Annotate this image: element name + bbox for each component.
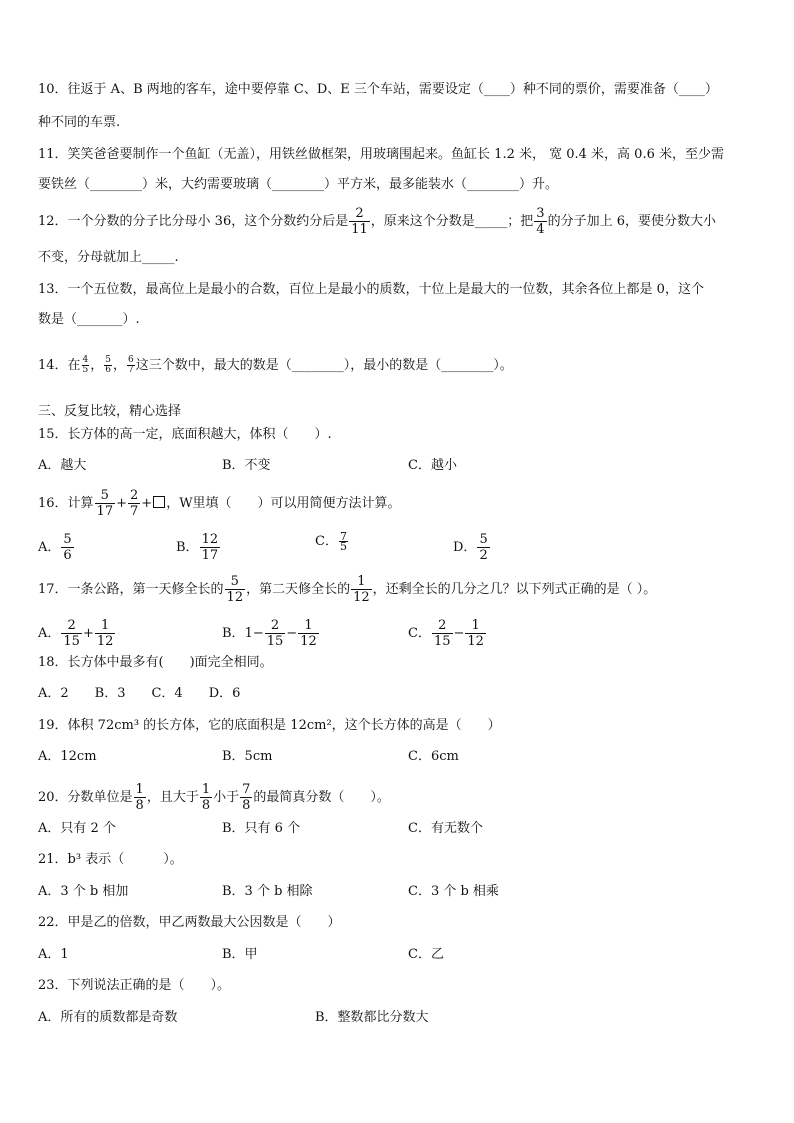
q18-options[interactable]: A．2 B．3 C．4 D．6 (38, 686, 241, 701)
denominator: 11 (351, 222, 368, 237)
one-minus: 1− (244, 626, 264, 641)
denominator: 8 (242, 798, 251, 813)
q16-option-d[interactable] (453, 532, 491, 563)
q16-option-b[interactable] (176, 532, 221, 563)
fraction-1-12 (298, 618, 319, 649)
q17-option-a[interactable]: A． $\frac{2}{15}$ + $\frac{1}{12}$ (38, 618, 114, 649)
q17-option-b[interactable]: B．1− $\frac{2}{15}$ − $\frac{1}{12}$ (222, 618, 317, 649)
q17-text-b: ，第二天修全长的 (246, 582, 351, 597)
q20-stem (38, 782, 390, 813)
denominator: 8 (201, 798, 211, 813)
fraction-5-6 (104, 356, 112, 375)
denominator: 17 (201, 548, 219, 563)
numerator: 2 (349, 206, 370, 222)
q14-text-b: 这三个数中，最大的数是（________），最小的数是（________）。 (135, 358, 513, 373)
numerator: 5 (95, 488, 116, 504)
q12-line1 (38, 206, 716, 237)
q12-line2: 不变，分母就加上_____. (38, 250, 179, 265)
q20-text-c: 小于 (213, 790, 240, 805)
q22-stem: 22．甲是乙的倍数，甲乙两数最大公因数是（ ） (38, 915, 341, 930)
denominator: 6 (63, 548, 72, 563)
numerator: 12 (201, 532, 219, 547)
numerator: 4 (82, 355, 89, 365)
fraction-7-5 (339, 532, 348, 551)
q18-stem: 18．长方体中最多有( )面完全相同。 (38, 655, 273, 670)
denominator: 6 (105, 365, 112, 375)
numerator: 6 (128, 355, 134, 365)
option-label: C． (408, 626, 431, 641)
denominator: 7 (128, 365, 134, 375)
q20-text-a: 20．分数单位是 (38, 790, 133, 805)
q23-option-a[interactable]: A．所有的质数都是奇数 (38, 1010, 178, 1025)
numerator: 2 (265, 618, 286, 634)
numerator: 5 (225, 574, 246, 590)
section-title: 三、反复比较，精心选择 (38, 404, 182, 419)
fraction-2-7 (128, 488, 140, 519)
q21-option-c[interactable]: C．3 个 b 相乘 (408, 884, 499, 899)
q21-option-a[interactable]: A．3 个 b 相加 (38, 884, 129, 899)
q19-option-c[interactable]: C．6cm (408, 749, 459, 764)
fraction-7-8 (240, 782, 252, 813)
numerator: 7 (339, 530, 347, 543)
q20-option-a[interactable]: A．只有 2 个 (38, 821, 116, 836)
q19-option-a[interactable]: A．12cm (38, 749, 97, 764)
option-label: B． (176, 540, 199, 555)
option-label: C． (315, 534, 338, 549)
numerator: 5 (105, 355, 112, 365)
fraction-1-12 (351, 574, 372, 605)
q23-option-b[interactable]: B．整数都比分数大 (315, 1010, 429, 1025)
q22-option-a[interactable]: A．1 (38, 947, 69, 962)
denominator: 5 (82, 365, 89, 375)
fraction-4-5 (82, 356, 90, 375)
fraction-1-8 (134, 782, 146, 813)
numerator: 2 (61, 618, 82, 634)
blank-box-icon (153, 496, 165, 508)
denominator: 12 (96, 634, 114, 649)
denominator: 7 (130, 504, 139, 519)
q15-option-a[interactable]: A．越大 (38, 458, 87, 473)
q11-line2: 要铁丝（________）米，大约需要玻璃（________）平方米，最多能装水（________）升。 (38, 177, 559, 192)
fraction-6-7 (127, 356, 135, 375)
q15-option-b[interactable]: B．不变 (222, 458, 271, 473)
fraction-1-12 (95, 618, 116, 649)
q11-line1: 11．笑笑爸爸要制作一个鱼缸（无盖），用铁丝做框架，用玻璃围起来。鱼缸长 1.2 米， 宽 0.4 米，高 0.6 米，至少需 (38, 147, 724, 162)
numerator: 2 (432, 618, 453, 634)
q22-option-b[interactable]: B．甲 (222, 947, 258, 962)
numerator: 1 (201, 782, 211, 797)
numerator: 1 (351, 574, 372, 590)
denominator: 8 (135, 798, 144, 813)
denominator: 12 (467, 634, 484, 649)
denominator: 12 (300, 634, 317, 649)
q16-text-b: ，W里填（ ）可以用简便方法计算。 (166, 496, 401, 511)
denominator: 15 (433, 634, 451, 649)
q15-stem: 15．长方体的高一定，底面积越大，体积（ ）. (38, 427, 332, 442)
q21-option-b[interactable]: B．3 个 b 相除 (222, 884, 313, 899)
q17-option-c[interactable]: C． $\frac{2}{15}$ − $\frac{1}{12}$ (408, 618, 484, 649)
q10-line1: 10．往返于 A、B 两地的客车，途中要停靠 C、D、E 三个车站，需要设定（____）种不同的票价，需要准备（____） (38, 82, 718, 97)
q12-text-a: 12．一个分数的分子比分母小 36，这个分数约分后是 (38, 214, 349, 229)
option-label: D． (453, 540, 477, 555)
numerator: 2 (130, 488, 139, 503)
fraction-2-15 (432, 618, 453, 649)
numerator: 5 (479, 532, 488, 547)
fraction-12-17 (200, 532, 221, 563)
fraction-2-11 (349, 206, 370, 237)
fraction-2-15 (265, 618, 286, 649)
q21-stem: 21．b³ 表示（ ）。 (38, 852, 183, 867)
denominator: 2 (479, 548, 488, 563)
q10-line2: 种不同的车票. (38, 115, 121, 130)
q16-option-a[interactable] (38, 532, 75, 563)
fraction-5-2 (477, 532, 489, 563)
q17-stem (38, 574, 656, 605)
denominator: 15 (63, 634, 80, 649)
q20-text-d: 的最简真分数（ ）。 (253, 790, 390, 805)
fraction-5-12 (225, 574, 246, 605)
fraction-1-12 (465, 618, 486, 649)
denominator: 12 (353, 590, 370, 605)
fraction-5-6 (61, 532, 73, 563)
q17-text-a: 17．一条公路，第一天修全长的 (38, 582, 224, 597)
fraction-2-15 (61, 618, 82, 649)
numerator: 1 (135, 782, 144, 797)
option-label: A． (38, 540, 61, 555)
q15-option-c[interactable]: C．越小 (408, 458, 457, 473)
q17-text-c: ，还剩全长的几分之几？以下列式正确的是（ ）。 (372, 582, 657, 597)
option-label: B． (222, 626, 245, 641)
fraction-5-17 (95, 488, 116, 519)
plus-sign: + (141, 496, 153, 511)
q14-text-a: 14．在 (38, 358, 81, 373)
numerator: 1 (465, 618, 486, 634)
q12-text-b: ，原来这个分数是_____；把 (370, 214, 534, 229)
q19-stem: 19．体积 72cm³ 的长方体，它的底面积是 12cm²，这个长方体的高是（ ） (38, 718, 501, 733)
numerator: 1 (95, 618, 116, 634)
q13-line2: 数是（_______）. (38, 312, 140, 327)
denominator: 17 (96, 504, 114, 519)
fraction-1-8 (200, 782, 212, 813)
q16-stem (38, 488, 401, 519)
numerator: 5 (63, 532, 72, 547)
q19-option-b[interactable]: B．5cm (222, 749, 273, 764)
denominator: 12 (226, 590, 244, 605)
q14-line: 14．在 $\frac{4}{5}$ ， $\frac{5}{6}$ ， $\frac{6}{7}$ 这三个数中，最大的数是（________），最小的数是（________）。 (38, 355, 513, 375)
denominator: 5 (339, 540, 347, 553)
q20-option-b[interactable]: B．只有 6 个 (222, 821, 301, 836)
plus-sign: + (116, 496, 127, 511)
q12-text-c: 的分子加上 6，要使分数大小 (547, 214, 716, 229)
numerator: 3 (536, 206, 545, 221)
q20-option-c[interactable]: C．有无数个 (408, 821, 483, 836)
q13-line1: 13．一个五位数，最高位上是最小的合数，百位上是最小的质数，十位上是最大的一位数，其余各位上都是 0，这个 (38, 282, 704, 297)
q23-stem: 23．下列说法正确的是（ ）。 (38, 978, 231, 993)
denominator: 4 (536, 222, 545, 237)
numerator: 1 (298, 618, 319, 634)
denominator: 15 (266, 634, 284, 649)
fraction-3-4 (534, 206, 546, 237)
q16-text-a: 16．计算 (38, 496, 94, 511)
option-label: A． (38, 626, 61, 641)
q22-option-c[interactable]: C．乙 (408, 947, 444, 962)
numerator: 7 (242, 782, 251, 797)
q20-text-b: ，且大于 (146, 790, 199, 805)
q16-option-c[interactable] (315, 532, 349, 552)
